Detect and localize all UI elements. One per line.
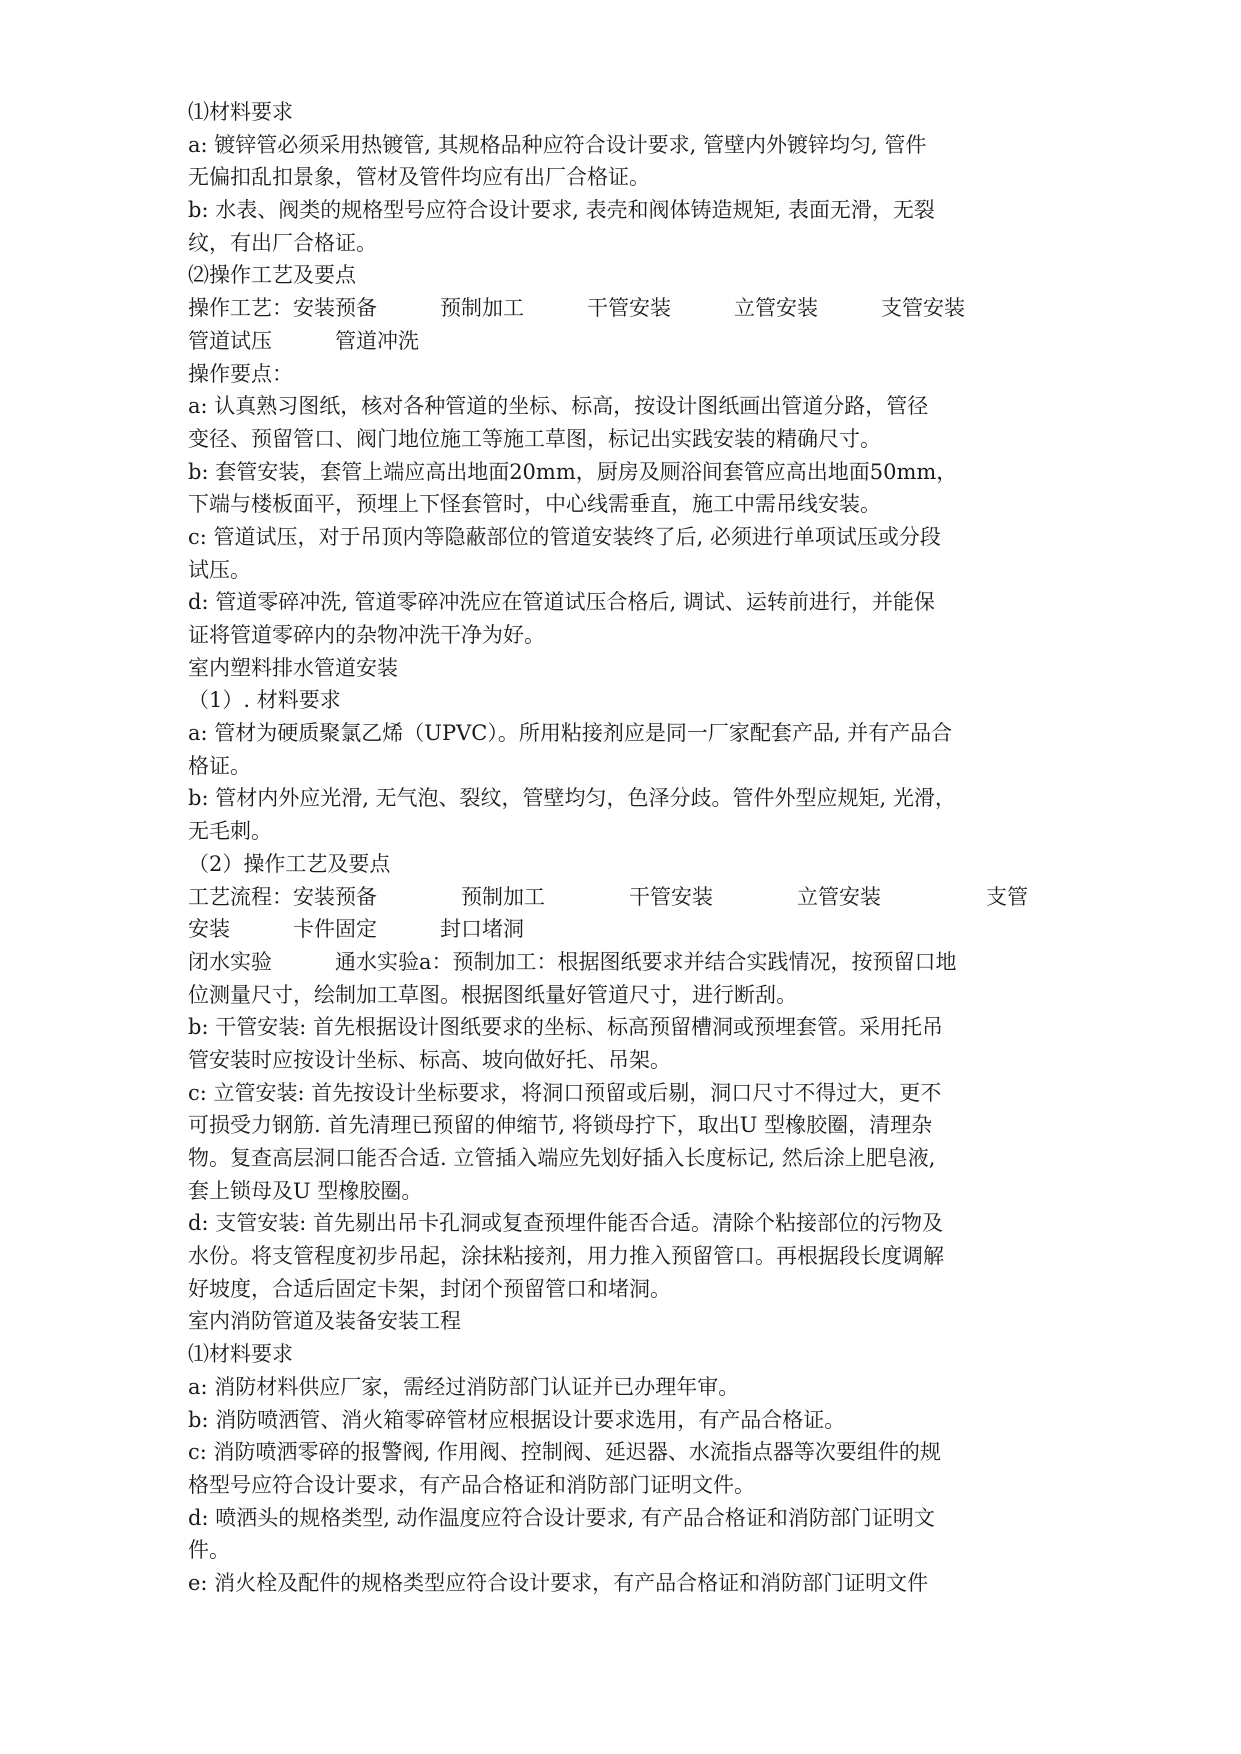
text-line: b: 消防喷洒管、消火箱零碎管材应根据设计要求选用，有产品合格证。 <box>188 1407 846 1432</box>
text-line: b: 套管安装，套管上端应高出地面20mm，厨房及厕浴间套管应高出地面50mm， <box>188 459 958 484</box>
text-line: 试压。 <box>188 557 251 582</box>
text-line: ⑵操作工艺及要点 <box>188 263 356 288</box>
text-line: a: 消防材料供应厂家，需经过消防部门认证并已办理年审。 <box>188 1374 740 1399</box>
text-line: 操作工艺：安装预备 预制加工 干管安装 立管安装 支管安装 <box>188 296 965 321</box>
text-line: （2）操作工艺及要点 <box>188 851 391 876</box>
text-line: ⑴材料要求 <box>188 100 293 124</box>
text-line: 件。 <box>188 1538 230 1563</box>
text-line: a: 镀锌管必须采用热镀管, 其规格品种应符合设计要求, 管壁内外镀锌均匀, 管件 <box>188 132 927 157</box>
text-line: 无偏扣乱扣景象，管材及管件均应有出厂合格证。 <box>188 165 650 190</box>
text-line: 下端与楼板面平，预埋上下怪套管时，中心线需垂直，施工中需吊线安装。 <box>188 492 881 517</box>
text-line: 格型号应符合设计要求，有产品合格证和消防部门证明文件。 <box>188 1472 755 1497</box>
text-line: 水份。将支管程度初步吊起，涂抹粘接剂，用力推入预留管口。再根据段长度调解 <box>188 1244 944 1269</box>
text-line: 可损受力钢筋. 首先清理已预留的伸缩节, 将锁母拧下，取出U 型橡胶圈，清理杂 <box>188 1113 933 1138</box>
text-line: 无毛刺。 <box>188 819 272 844</box>
text-line: 证将管道零碎内的杂物冲洗干净为好。 <box>188 623 545 647</box>
text-line: 格证。 <box>188 753 251 778</box>
text-line: 工艺流程：安装预备 预制加工 干管安装 立管安装 支管 <box>188 884 1028 909</box>
text-line: d: 支管安装: 首先剔出吊卡孔洞或复查预埋件能否合适。清除个粘接部位的污物及 <box>188 1211 943 1236</box>
text-line: 操作要点： <box>188 361 293 386</box>
text-line: 纹，有出厂合格证。 <box>188 230 377 255</box>
text-line: ⑴材料要求 <box>188 1342 293 1367</box>
text-line: 变径、预留管口、阀门地位施工等施工草图，标记出实践安装的精确尺寸。 <box>188 426 881 451</box>
text-line: d: 喷洒头的规格类型, 动作温度应符合设计要求, 有产品合格证和消防部门证明文 <box>188 1505 935 1530</box>
text-line: a: 管材为硬质聚氯乙烯（UPVC）。所用粘接剂应是同一厂家配套产品, 并有产品合 <box>188 721 953 746</box>
text-line: 安装 卡件固定 封口堵洞 <box>188 917 524 942</box>
text-line: 室内塑料排水管道安装 <box>188 655 398 680</box>
text-line: b: 水表、阀类的规格型号应符合设计要求, 表壳和阀体铸造规矩, 表面无滑，无裂 <box>188 198 935 223</box>
text-line: 室内消防管道及装备安装工程 <box>188 1309 461 1334</box>
text-line: b: 管材内外应光滑, 无气泡、裂纹，管壁均匀，色泽分歧。管件外型应规矩, 光滑， <box>188 786 956 811</box>
text-line: d: 管道零碎冲洗, 管道零碎冲洗应在管道试压合格后, 调试、运转前进行，并能保 <box>188 590 935 615</box>
text-line: c: 立管安装: 首先按设计坐标要求，将洞口预留或后剔，洞口尺寸不得过大，更不 <box>188 1080 942 1105</box>
text-line: 套上锁母及U 型橡胶圈。 <box>188 1178 423 1203</box>
text-line: 管道试压 管道冲洗 <box>188 328 419 353</box>
text-line: c: 管道试压，对于吊顶内等隐蔽部位的管道安装终了后, 必须进行单项试压或分段 <box>188 524 941 549</box>
text-line: 管安装时应按设计坐标、标高、坡向做好托、吊架。 <box>188 1047 671 1072</box>
text-line: a: 认真熟习图纸，核对各种管道的坐标、标高，按设计图纸画出管道分路，管径 <box>188 394 929 419</box>
text-line: 好坡度，合适后固定卡架，封闭个预留管口和堵洞。 <box>188 1276 671 1301</box>
text-line: c: 消防喷洒零碎的报警阀, 作用阀、控制阀、延迟器、水流指点器等次要组件的规 <box>188 1440 941 1465</box>
text-line: b: 干管安装: 首先根据设计图纸要求的坐标、标高预留槽洞或预埋套管。采用托吊 <box>188 1015 943 1040</box>
text-line: 物。复查高层洞口能否合适. 立管插入端应先划好插入长度标记, 然后涂上肥皂液, <box>188 1146 936 1170</box>
text-line: （1）. 材料要求 <box>188 688 341 713</box>
text-line: 闭水实验 通水实验a：预制加工：根据图纸要求并结合实践情况，按预留口地 <box>188 949 957 974</box>
document-page <box>188 96 1088 1600</box>
text-line: 位测量尺寸，绘制加工草图。根据图纸量好管道尺寸，进行断刮。 <box>188 982 797 1007</box>
text-line: e: 消火栓及配件的规格类型应符合设计要求，有产品合格证和消防部门证明文件 <box>188 1570 929 1595</box>
